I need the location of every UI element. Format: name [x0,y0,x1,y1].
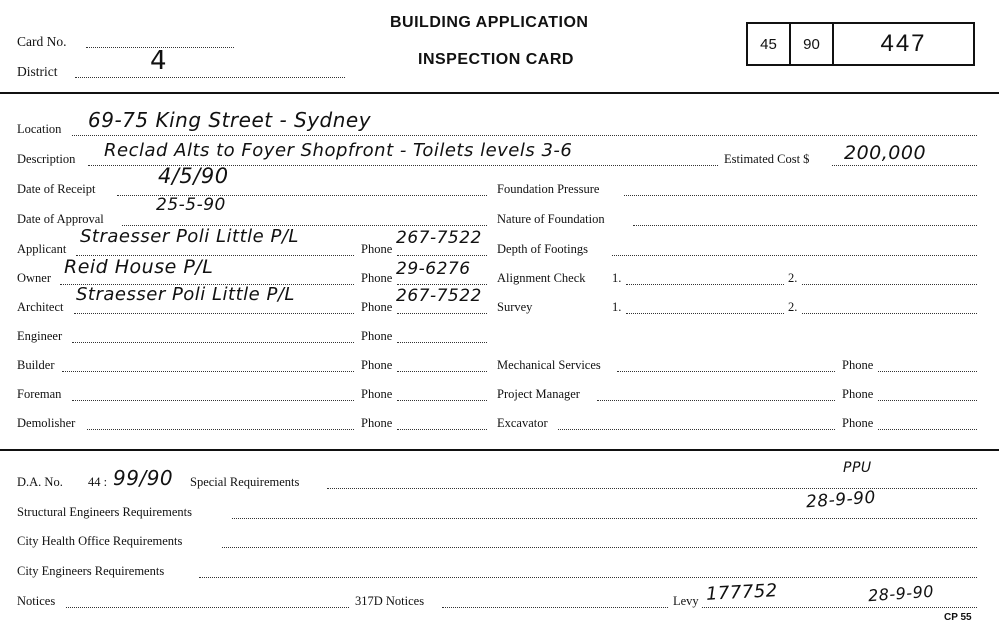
date-of-receipt-label: Date of Receipt [17,182,96,196]
nature-of-foundation-label: Nature of Foundation [497,212,605,226]
description-value: Reclad Alts to Foyer Shopfront - Toilets levels 3-6 [104,140,573,161]
levy-field [702,607,977,608]
foreman-field [72,400,354,401]
excavator-label: Excavator [497,416,548,430]
levy-label: Levy [673,594,699,608]
alignment-check-label: Alignment Check [497,271,586,285]
mechanical-services-phone-label: Phone [842,358,874,372]
ref-box-1: 45 [746,22,791,66]
date-of-approval-label: Date of Approval [17,212,104,226]
engineer-phone-field [397,342,487,343]
da-no-prefix: 44 : [88,475,108,489]
project-manager-phone-field [878,400,977,401]
survey-2-field [802,313,977,314]
card-title: BUILDING APPLICATION [390,14,589,31]
foreman-phone-label: Phone [361,387,393,401]
estimated-cost-label: Estimated Cost $ [724,152,810,166]
owner-phone-field [397,284,487,285]
notices-field [66,607,349,608]
mechanical-services-field [617,371,835,372]
structural-requirements-field [232,518,977,519]
survey-1-field [626,313,784,314]
architect-field [74,313,354,314]
district-field [75,77,345,78]
location-field [72,135,977,136]
demolisher-phone-field [397,429,487,430]
notices-317d-field [442,607,668,608]
depth-of-footings-label: Depth of Footings [497,242,588,256]
builder-phone-label: Phone [361,358,393,372]
foreman-label: Foreman [17,387,62,401]
card-no-label: Card No. [17,34,67,49]
survey-2-label: 2. [788,300,798,314]
levy-value: 177752 [705,580,779,605]
location-label: Location [17,122,62,136]
excavator-phone-label: Phone [842,416,874,430]
owner-value: Reid House P/L [64,256,214,278]
survey-label: Survey [497,300,533,314]
date-of-receipt-value: 4/5/90 [158,164,229,188]
demolisher-phone-label: Phone [361,416,393,430]
project-manager-phone-label: Phone [842,387,874,401]
foundation-pressure-label: Foundation Pressure [497,182,600,196]
owner-phone-label: Phone [361,271,393,285]
alignment-check-1-field [626,284,784,285]
depth-of-footings-field [612,255,977,256]
engineer-phone-label: Phone [361,329,393,343]
excavator-phone-field [878,429,977,430]
card-subtitle: INSPECTION CARD [418,51,574,68]
applicant-label: Applicant [17,242,67,256]
owner-phone-value: 29-6276 [396,259,471,279]
nature-of-foundation-field [633,225,977,226]
engineer-label: Engineer [17,329,63,343]
alignment-check-2-field [802,284,977,285]
special-requirements-field [327,488,977,489]
da-no-value: 99/90 [113,466,174,490]
structural-requirements-note: 28-9-90 [805,487,877,513]
builder-label: Builder [17,358,55,372]
project-manager-field [597,400,835,401]
survey-1-label: 1. [612,300,622,314]
structural-requirements-label: Structural Engineers Requirements [17,505,192,519]
foundation-pressure-field [624,195,977,196]
levy-date: 28-9-90 [867,581,935,606]
applicant-phone-value: 267-7522 [396,228,482,248]
city-health-requirements-field [222,547,977,548]
da-no-label: D.A. No. [17,475,63,489]
alignment-check-2-label: 2. [788,271,798,285]
architect-value: Straesser Poli Little P/L [76,284,295,305]
applicant-value: Straesser Poli Little P/L [80,226,299,247]
description-label: Description [17,152,76,166]
alignment-check-1-label: 1. [612,271,622,285]
notices-317d-label: 317D Notices [355,594,425,608]
section-divider [0,449,999,451]
builder-field [62,371,354,372]
date-of-approval-value: 25-5-90 [156,195,226,215]
location-value: 69-75 King Street - Sydney [88,108,372,132]
architect-phone-label: Phone [361,300,393,314]
special-requirements-label: Special Requirements [190,475,300,489]
project-manager-label: Project Manager [497,387,580,401]
architect-label: Architect [17,300,64,314]
header-divider [0,92,999,94]
excavator-field [558,429,835,430]
form-code: CP 55 [944,612,972,623]
estimated-cost-value: 200,000 [844,142,927,164]
applicant-phone-field [397,255,487,256]
applicant-phone-label: Phone [361,242,393,256]
district-label: District [17,64,58,79]
city-health-requirements-label: City Health Office Requirements [17,534,183,548]
ref-box-3: 447 [832,22,975,66]
city-engineers-requirements-label: City Engineers Requirements [17,564,165,578]
engineer-field [72,342,354,343]
architect-phone-value: 267-7522 [396,286,482,306]
estimated-cost-field [832,165,977,166]
demolisher-label: Demolisher [17,416,76,430]
demolisher-field [87,429,354,430]
city-engineers-requirements-field [199,577,977,578]
district-value: 4 [150,46,168,76]
special-requirements-note: PPU [843,460,872,476]
architect-phone-field [397,313,487,314]
mechanical-services-phone-field [878,371,977,372]
mechanical-services-label: Mechanical Services [497,358,601,372]
notices-label: Notices [17,594,56,608]
builder-phone-field [397,371,487,372]
ref-box-2: 90 [789,22,834,66]
owner-label: Owner [17,271,52,285]
foreman-phone-field [397,400,487,401]
